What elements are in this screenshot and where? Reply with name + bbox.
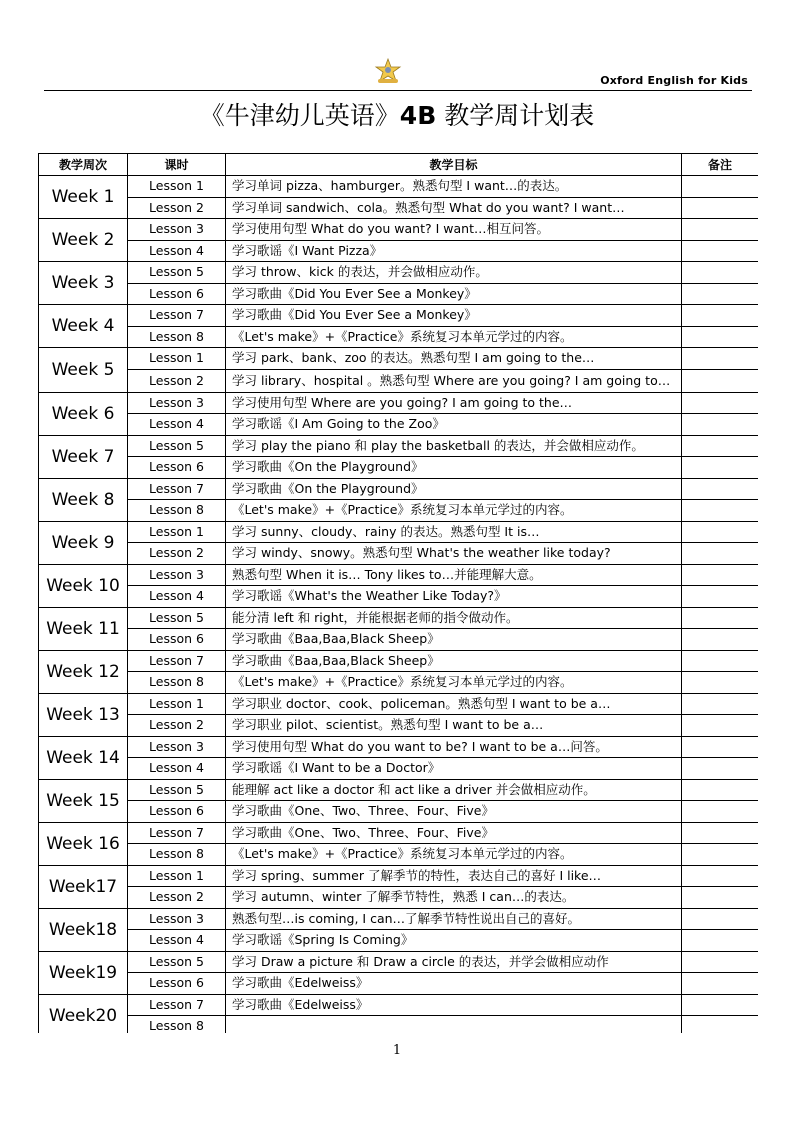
goal-cell: 学习歌谣《Spring Is Coming》 — [226, 930, 682, 952]
note-cell — [682, 457, 759, 479]
table-row — [39, 607, 759, 629]
lesson-cell: Lesson 2 — [128, 715, 226, 737]
table-row — [39, 326, 759, 348]
title-prefix: 《牛津幼儿英语》 — [199, 101, 400, 130]
lesson-cell: Lesson 8 — [128, 500, 226, 522]
week-cell: Week 3 — [39, 262, 128, 305]
week-cell: Week 4 — [39, 305, 128, 348]
week-cell: Week19 — [39, 951, 128, 994]
column-header: 教学周次 — [39, 154, 128, 176]
goal-cell — [226, 1016, 682, 1034]
note-cell — [682, 736, 759, 758]
goal-cell: 学习歌曲《Edelweiss》 — [226, 973, 682, 995]
goal-cell: 熟悉句型 When it is… Tony likes to…并能理解大意。 — [226, 564, 682, 586]
week-cell: Week 13 — [39, 693, 128, 736]
lesson-cell: Lesson 5 — [128, 951, 226, 973]
week-cell: Week 16 — [39, 822, 128, 865]
lesson-cell: Lesson 2 — [128, 543, 226, 565]
note-cell — [682, 543, 759, 565]
goal-cell: 学习 sunny、cloudy、rainy 的表达。熟悉句型 It is… — [226, 521, 682, 543]
note-cell — [682, 629, 759, 651]
lesson-cell: Lesson 2 — [128, 887, 226, 909]
table-row — [39, 369, 759, 392]
note-cell — [682, 414, 759, 436]
lesson-cell: Lesson 8 — [128, 326, 226, 348]
week-cell: Week 10 — [39, 564, 128, 607]
lesson-cell: Lesson 5 — [128, 607, 226, 629]
goal-cell: 学习 library、hospital 。熟悉句型 Where are you going? I am going to… — [226, 369, 682, 392]
note-cell — [682, 930, 759, 952]
lesson-cell: Lesson 1 — [128, 865, 226, 887]
lesson-cell: Lesson 7 — [128, 822, 226, 844]
lesson-cell: Lesson 3 — [128, 564, 226, 586]
title-suffix: 教学周计划表 — [436, 101, 595, 130]
lesson-cell: Lesson 6 — [128, 283, 226, 305]
lesson-cell: Lesson 3 — [128, 908, 226, 930]
goal-cell: 学习 windy、snowy。熟悉句型 What's the weather like today? — [226, 543, 682, 565]
note-cell — [682, 435, 759, 457]
table-row — [39, 414, 759, 436]
goal-cell: 熟悉句型…is coming, I can…了解季节特性说出自己的喜好。 — [226, 908, 682, 930]
note-cell — [682, 887, 759, 909]
note-cell — [682, 801, 759, 823]
goal-cell: 学习歌谣《I Want Pizza》 — [226, 240, 682, 262]
note-cell — [682, 951, 759, 973]
lesson-cell: Lesson 8 — [128, 1016, 226, 1034]
note-cell — [682, 672, 759, 694]
week-cell: Week 8 — [39, 478, 128, 521]
week-cell: Week 5 — [39, 348, 128, 393]
week-cell: Week 1 — [39, 176, 128, 219]
header-rule — [44, 90, 752, 91]
week-cell: Week 11 — [39, 607, 128, 650]
lesson-cell: Lesson 8 — [128, 672, 226, 694]
goal-cell: 学习歌谣《I Am Going to the Zoo》 — [226, 414, 682, 436]
lesson-cell: Lesson 5 — [128, 779, 226, 801]
table-row — [39, 219, 759, 241]
note-cell — [682, 908, 759, 930]
lesson-cell: Lesson 1 — [128, 693, 226, 715]
column-header: 教学目标 — [226, 154, 682, 176]
goal-cell: 学习歌曲《Did You Ever See a Monkey》 — [226, 305, 682, 327]
table-row — [39, 1016, 759, 1034]
table-row — [39, 348, 759, 370]
goal-cell: 学习职业 pilot、scientist。熟悉句型 I want to be a… — [226, 715, 682, 737]
table-row — [39, 392, 759, 414]
lesson-cell: Lesson 6 — [128, 973, 226, 995]
note-cell — [682, 219, 759, 241]
table-row — [39, 693, 759, 715]
table-row — [39, 715, 759, 737]
note-cell — [682, 822, 759, 844]
lesson-cell: Lesson 8 — [128, 844, 226, 866]
table-row — [39, 930, 759, 952]
column-header: 备注 — [682, 154, 759, 176]
table-row — [39, 197, 759, 219]
lesson-cell: Lesson 7 — [128, 305, 226, 327]
table-row — [39, 672, 759, 694]
lesson-cell: Lesson 4 — [128, 586, 226, 608]
page-number: 1 — [392, 1043, 402, 1058]
lesson-cell: Lesson 4 — [128, 930, 226, 952]
note-cell — [682, 994, 759, 1016]
table-row — [39, 521, 759, 543]
note-cell — [682, 369, 759, 392]
week-cell: Week17 — [39, 865, 128, 908]
brand-text: Oxford English for Kids — [600, 74, 748, 87]
table-row — [39, 779, 759, 801]
note-cell — [682, 607, 759, 629]
weekly-plan-table — [38, 153, 758, 1033]
goal-cell: 学习歌曲《On the Playground》 — [226, 457, 682, 479]
note-cell — [682, 758, 759, 780]
lesson-cell: Lesson 6 — [128, 801, 226, 823]
goal-cell: 能理解 act like a doctor 和 act like a driver 并会做相应动作。 — [226, 779, 682, 801]
note-cell — [682, 521, 759, 543]
lesson-cell: Lesson 2 — [128, 197, 226, 219]
goal-cell: 学习 play the piano 和 play the basketball 的表达，并会做相应动作。 — [226, 435, 682, 457]
goal-cell: 学习职业 doctor、cook、policeman。熟悉句型 I want to be a… — [226, 693, 682, 715]
goal-cell: 学习使用句型 Where are you going? I am going to the… — [226, 392, 682, 414]
goal-cell: 学习 Draw a picture 和 Draw a circle 的表达，并学会做相应动作 — [226, 951, 682, 973]
goal-cell: 学习 park、bank、zoo 的表达。熟悉句型 I am going to the… — [226, 348, 682, 370]
week-cell: Week 7 — [39, 435, 128, 478]
goal-cell: 能分清 left 和 right，并能根据老师的指令做动作。 — [226, 607, 682, 629]
note-cell — [682, 326, 759, 348]
note-cell — [682, 564, 759, 586]
table-row — [39, 822, 759, 844]
lesson-cell: Lesson 5 — [128, 435, 226, 457]
lesson-cell: Lesson 7 — [128, 650, 226, 672]
goal-cell: 学习单词 pizza、hamburger。熟悉句型 I want…的表达。 — [226, 176, 682, 198]
note-cell — [682, 586, 759, 608]
goal-cell: 学习歌曲《Edelweiss》 — [226, 994, 682, 1016]
week-cell: Week20 — [39, 994, 128, 1033]
page-title — [0, 96, 794, 132]
table-row — [39, 478, 759, 500]
lesson-cell: Lesson 3 — [128, 736, 226, 758]
table-row — [39, 758, 759, 780]
table-row — [39, 457, 759, 479]
note-cell — [682, 844, 759, 866]
note-cell — [682, 865, 759, 887]
goal-cell: 《Let's make》+《Practice》系统复习本单元学过的内容。 — [226, 672, 682, 694]
table-row — [39, 176, 759, 198]
table-row — [39, 262, 759, 284]
table-row — [39, 887, 759, 909]
goal-cell: 学习使用句型 What do you want? I want…相互问答。 — [226, 219, 682, 241]
week-cell: Week 15 — [39, 779, 128, 822]
lesson-cell: Lesson 6 — [128, 457, 226, 479]
table-body — [39, 176, 759, 1034]
week-cell: Week 12 — [39, 650, 128, 693]
note-cell — [682, 478, 759, 500]
table-row — [39, 801, 759, 823]
lesson-cell: Lesson 1 — [128, 348, 226, 370]
note-cell — [682, 715, 759, 737]
table-row — [39, 629, 759, 651]
goal-cell: 学习歌曲《Baa,Baa,Black Sheep》 — [226, 650, 682, 672]
table-row — [39, 844, 759, 866]
note-cell — [682, 779, 759, 801]
week-cell: Week 6 — [39, 392, 128, 435]
goal-cell: 学习歌曲《Baa,Baa,Black Sheep》 — [226, 629, 682, 651]
note-cell — [682, 197, 759, 219]
goal-cell: 《Let's make》+《Practice》系统复习本单元学过的内容。 — [226, 500, 682, 522]
lesson-cell: Lesson 1 — [128, 521, 226, 543]
plan-table-wrap — [38, 153, 758, 1033]
table-row — [39, 908, 759, 930]
week-cell: Week 2 — [39, 219, 128, 262]
table-row — [39, 973, 759, 995]
lesson-cell: Lesson 3 — [128, 219, 226, 241]
note-cell — [682, 500, 759, 522]
lesson-cell: Lesson 4 — [128, 758, 226, 780]
table-row — [39, 500, 759, 522]
table-header-row — [39, 154, 759, 176]
note-cell — [682, 973, 759, 995]
goal-cell: 学习 autumn、winter 了解季节特性，熟悉 I can…的表达。 — [226, 887, 682, 909]
table-row — [39, 650, 759, 672]
lesson-cell: Lesson 7 — [128, 994, 226, 1016]
note-cell — [682, 1016, 759, 1034]
note-cell — [682, 262, 759, 284]
goal-cell: 学习 throw、kick 的表达，并会做相应动作。 — [226, 262, 682, 284]
table-row — [39, 305, 759, 327]
goal-cell: 《Let's make》+《Practice》系统复习本单元学过的内容。 — [226, 844, 682, 866]
week-cell: Week 14 — [39, 736, 128, 779]
week-cell: Week18 — [39, 908, 128, 951]
goal-cell: 学习单词 sandwich、cola。熟悉句型 What do you want? I want… — [226, 197, 682, 219]
table-row — [39, 865, 759, 887]
lesson-cell: Lesson 4 — [128, 414, 226, 436]
note-cell — [682, 305, 759, 327]
goal-cell: 学习歌曲《One、Two、Three、Four、Five》 — [226, 822, 682, 844]
goal-cell: 《Let's make》+《Practice》系统复习本单元学过的内容。 — [226, 326, 682, 348]
goal-cell: 学习歌曲《On the Playground》 — [226, 478, 682, 500]
column-header: 课时 — [128, 154, 226, 176]
table-row — [39, 283, 759, 305]
table-row — [39, 240, 759, 262]
note-cell — [682, 240, 759, 262]
table-row — [39, 951, 759, 973]
note-cell — [682, 650, 759, 672]
goal-cell: 学习 spring、summer 了解季节的特性，表达自己的喜好 I like… — [226, 865, 682, 887]
lesson-cell: Lesson 5 — [128, 262, 226, 284]
goal-cell: 学习歌谣《What's the Weather Like Today?》 — [226, 586, 682, 608]
goal-cell: 学习使用句型 What do you want to be? I want to be a…问答。 — [226, 736, 682, 758]
note-cell — [682, 693, 759, 715]
table-row — [39, 994, 759, 1016]
lesson-cell: Lesson 2 — [128, 369, 226, 392]
lesson-cell: Lesson 7 — [128, 478, 226, 500]
goal-cell: 学习歌曲《Did You Ever See a Monkey》 — [226, 283, 682, 305]
week-cell: Week 9 — [39, 521, 128, 564]
lesson-cell: Lesson 3 — [128, 392, 226, 414]
table-row — [39, 564, 759, 586]
oxford-kids-logo-icon — [370, 57, 406, 85]
lesson-cell: Lesson 4 — [128, 240, 226, 262]
table-row — [39, 435, 759, 457]
goal-cell: 学习歌曲《One、Two、Three、Four、Five》 — [226, 801, 682, 823]
goal-cell: 学习歌谣《I Want to be a Doctor》 — [226, 758, 682, 780]
note-cell — [682, 348, 759, 370]
lesson-cell: Lesson 1 — [128, 176, 226, 198]
note-cell — [682, 176, 759, 198]
note-cell — [682, 283, 759, 305]
note-cell — [682, 392, 759, 414]
title-code: 4B — [399, 101, 437, 130]
lesson-cell: Lesson 6 — [128, 629, 226, 651]
table-row — [39, 543, 759, 565]
table-row — [39, 586, 759, 608]
table-row — [39, 736, 759, 758]
